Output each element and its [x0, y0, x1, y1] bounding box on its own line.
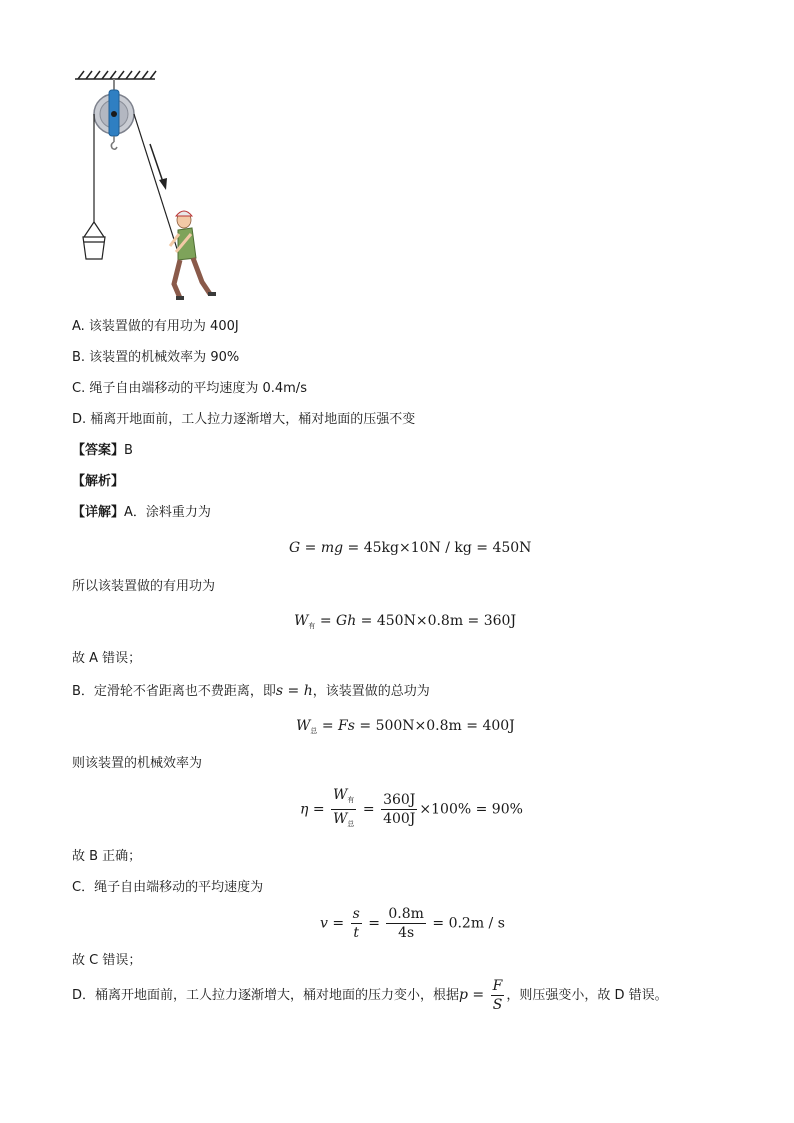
- worker-icon: [170, 211, 216, 300]
- answer-line: [72, 442, 133, 460]
- useful-work-value: = 450N×0.8m = 360J: [356, 613, 517, 629]
- symbol-g: G: [289, 540, 301, 556]
- symbol-mg: mg: [320, 540, 344, 556]
- velocity-value: = 0.2m / s: [427, 915, 505, 932]
- fraction-values: [381, 791, 417, 828]
- numerator-s: s: [352, 906, 360, 922]
- ceiling-hatch: [75, 71, 156, 79]
- hook-icon: [111, 136, 117, 149]
- arrow-icon: [150, 144, 167, 190]
- equals: =: [363, 915, 385, 932]
- symbol-v: v: [320, 915, 328, 932]
- option-d: D. 桶离开地面前，工人拉力逐渐增大，桶对地面的压强不变: [72, 412, 416, 427]
- answer-tag: 【答案】: [72, 443, 125, 458]
- conclusion-a: 故 A 错误；: [72, 651, 142, 666]
- symbol-h: h: [303, 683, 313, 699]
- symbol-p: p: [459, 987, 468, 1003]
- option-b: B. 该装置的机械效率为 90%: [72, 350, 240, 365]
- detail-tag: 【详解】: [72, 505, 125, 520]
- b-text-2: ，该装置做的总功为: [312, 684, 430, 699]
- symbol-fs: Fs: [338, 718, 355, 734]
- formula-gravity: [289, 539, 531, 557]
- gravity-value: = 45kg×10N / kg = 450N: [343, 540, 532, 556]
- detail-c-intro: C．绳子自由端移动的平均速度为: [72, 880, 264, 895]
- equals: =: [327, 915, 349, 932]
- denominator-value: 4s: [398, 925, 415, 941]
- numerator-value: 0.8m: [388, 906, 424, 922]
- equals: =: [308, 801, 330, 818]
- numerator-f: F: [492, 978, 503, 994]
- bucket-icon: [83, 222, 105, 259]
- denominator-s: S: [492, 997, 503, 1013]
- pulley-wheel: [94, 90, 134, 136]
- subscript-useful: 有: [308, 622, 316, 630]
- detail-a-text: A．涂料重力为: [124, 505, 211, 520]
- equals: =: [300, 540, 321, 556]
- formula-velocity: [320, 905, 505, 942]
- numerator-value: 360J: [383, 792, 416, 808]
- denominator-t: t: [353, 925, 359, 941]
- answer-value: B: [124, 443, 133, 458]
- detail-a-intro: [72, 504, 211, 522]
- formula-efficiency: [300, 786, 523, 833]
- total-work-value: = 500N×0.8m = 400J: [354, 718, 515, 734]
- conclusion-b: 故 B 正确；: [72, 849, 142, 864]
- equals: =: [358, 801, 380, 818]
- b-text-1: B．定滑轮不省距离也不费距离，即: [72, 684, 276, 699]
- symbol-w: W: [296, 718, 311, 734]
- symbol-gh: Gh: [336, 613, 357, 629]
- equals: =: [315, 613, 337, 629]
- analysis-tag: 【解析】: [72, 474, 125, 489]
- conclusion-c: 故 C 错误；: [72, 953, 142, 968]
- formula-total-work: [296, 717, 515, 740]
- fraction-s-over-t: [351, 905, 362, 942]
- subscript-useful: 有: [347, 796, 355, 804]
- equals: =: [283, 683, 304, 699]
- d-text-1: D．桶离开地面前，工人拉力逐渐增大，桶对地面的压力变小，根据: [72, 988, 460, 1003]
- detail-b-intro: [72, 682, 430, 701]
- subscript-total: 总: [347, 820, 355, 828]
- denominator-value: 400J: [383, 811, 416, 827]
- formula-useful-work: [294, 612, 516, 635]
- fraction-work-ratio: [331, 786, 356, 833]
- equals: =: [467, 987, 489, 1003]
- option-c: C. 绳子自由端移动的平均速度为 0.4m/s: [72, 381, 307, 396]
- useful-work-intro: 所以该装置做的有用功为: [72, 579, 216, 594]
- fraction-f-over-s: [491, 977, 505, 1014]
- symbol-w: W: [294, 613, 309, 629]
- efficiency-value: ×100% = 90%: [419, 801, 523, 818]
- efficiency-intro: 则该装置的机械效率为: [72, 756, 203, 771]
- option-a: A. 该装置做的有用功为 400J: [72, 319, 239, 334]
- equals: =: [317, 718, 339, 734]
- detail-d: [72, 977, 668, 1014]
- pulley-illustration: [60, 62, 260, 307]
- symbol-w: W: [333, 811, 348, 827]
- fraction-values: [386, 905, 426, 942]
- symbol-s: s: [275, 683, 284, 699]
- symbol-w: W: [333, 787, 348, 803]
- d-text-2: ，则压强变小，故 D 错误。: [506, 988, 668, 1003]
- subscript-total: 总: [310, 727, 318, 735]
- symbol-eta: η: [300, 801, 309, 818]
